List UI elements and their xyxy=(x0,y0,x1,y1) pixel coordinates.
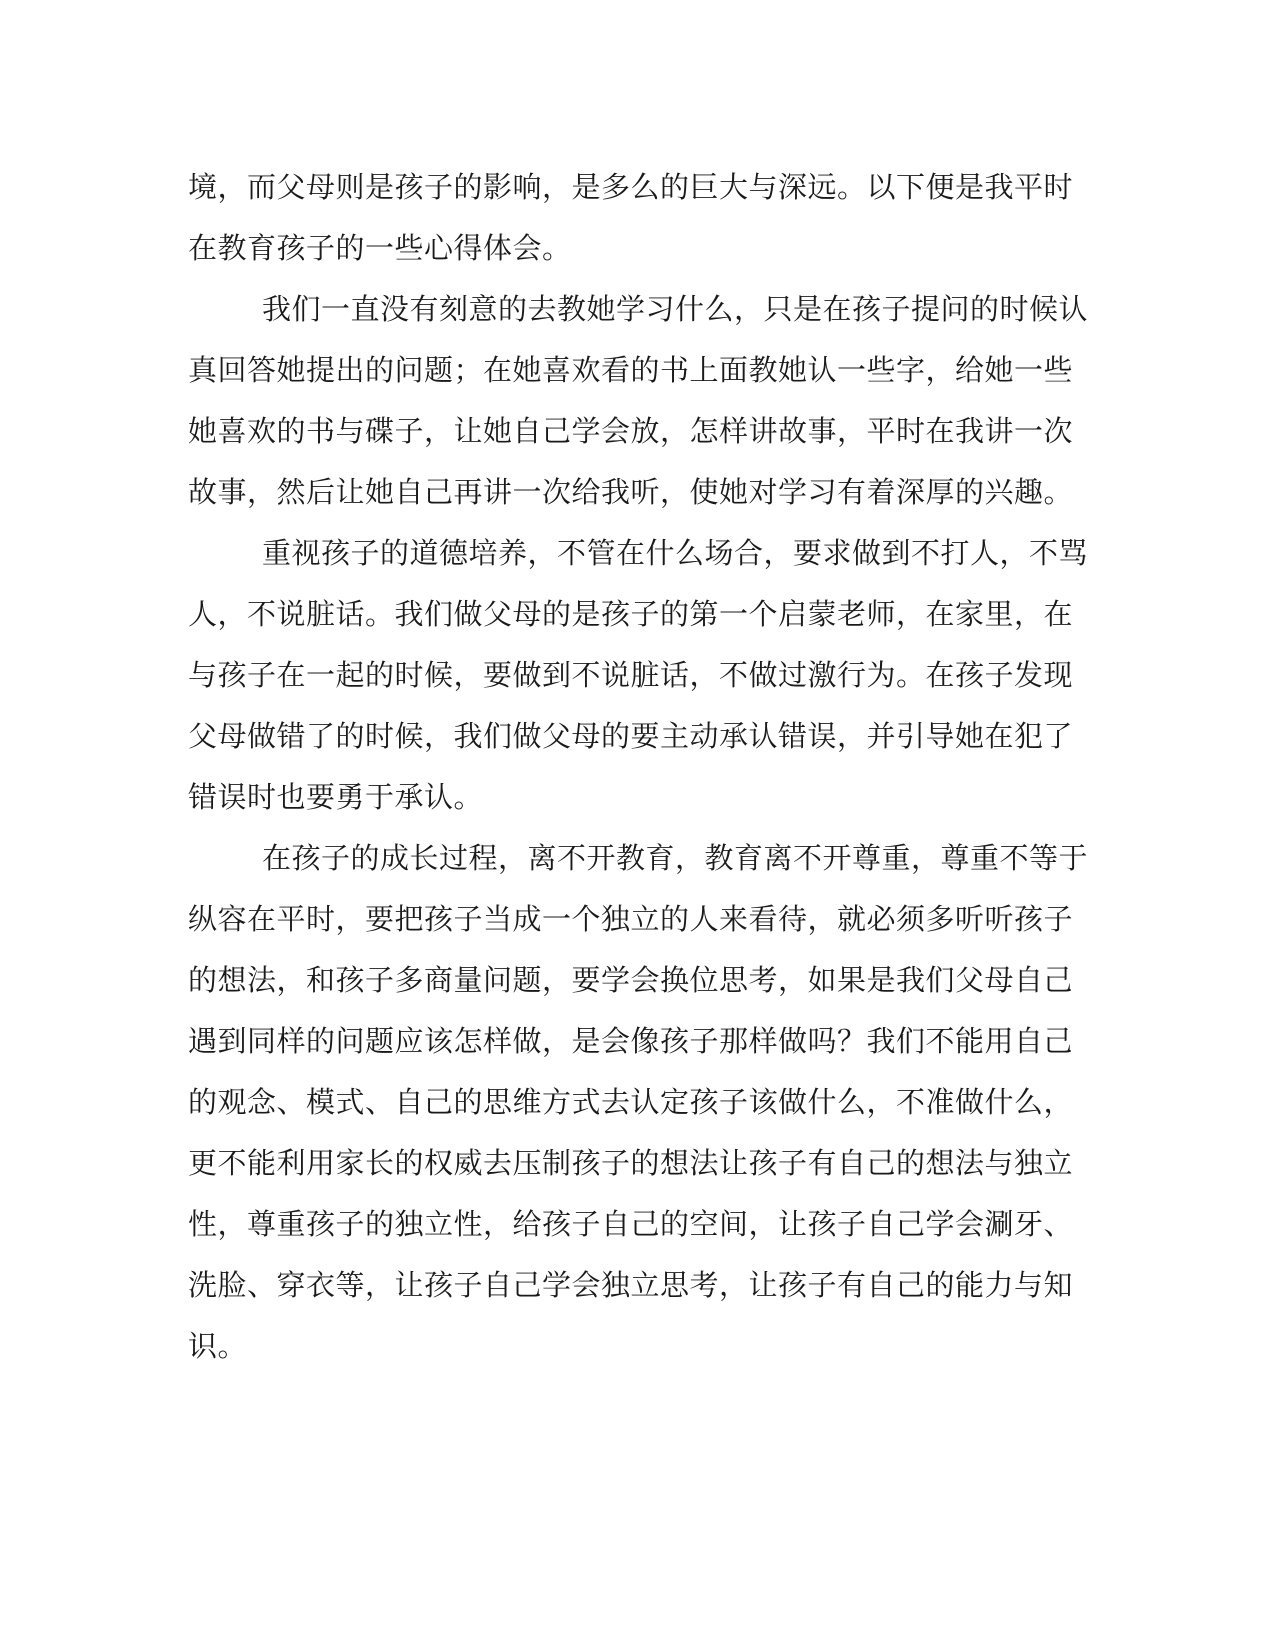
paragraph-first-line: 重视孩子的道德培养，不管在什么场合，要求做到不打人，不骂 xyxy=(262,536,1089,570)
text-line: 识。 xyxy=(188,1329,248,1363)
text-line: 更不能利用家长的权威去压制孩子的想法让孩子有自己的想法与独立 xyxy=(188,1146,1074,1180)
text-line: 在教育孩子的一些心得体会。 xyxy=(188,231,572,265)
text-line: 真回答她提出的问题；在她喜欢看的书上面教她认一些字，给她一些 xyxy=(188,353,1074,387)
text-line: 故事，然后让她自己再讲一次给我听，使她对学习有着深厚的兴趣。 xyxy=(188,475,1074,509)
text-line: 境，而父母则是孩子的影响，是多么的巨大与深远。以下便是我平时 xyxy=(188,170,1074,204)
text-line: 错误时也要勇于承认。 xyxy=(188,780,484,814)
text-line: 的观念、模式、自己的思维方式去认定孩子该做什么，不准做什么， xyxy=(188,1085,1074,1119)
text-line: 性，尊重孩子的独立性，给孩子自己的空间，让孩子自己学会涮牙、 xyxy=(188,1207,1074,1241)
text-line: 父母做错了的时候，我们做父母的要主动承认错误，并引导她在犯了 xyxy=(188,719,1074,753)
text-line: 的想法，和孩子多商量问题，要学会换位思考，如果是我们父母自己 xyxy=(188,963,1074,997)
text-line: 洗脸、穿衣等，让孩子自己学会独立思考，让孩子有自己的能力与知 xyxy=(188,1268,1074,1302)
paragraph-first-line: 在孩子的成长过程，离不开教育，教育离不开尊重，尊重不等于 xyxy=(262,841,1089,875)
paragraph-first-line: 我们一直没有刻意的去教她学习什么，只是在孩子提问的时候认 xyxy=(262,292,1089,326)
text-line: 她喜欢的书与碟子，让她自己学会放，怎样讲故事，平时在我讲一次 xyxy=(188,414,1074,448)
text-line: 与孩子在一起的时候，要做到不说脏话，不做过激行为。在孩子发现 xyxy=(188,658,1074,692)
text-line: 纵容在平时，要把孩子当成一个独立的人来看待，就必须多听听孩子 xyxy=(188,902,1074,936)
text-line: 人，不说脏话。我们做父母的是孩子的第一个启蒙老师，在家里，在 xyxy=(188,597,1074,631)
text-line: 遇到同样的问题应该怎样做，是会像孩子那样做吗？我们不能用自己 xyxy=(188,1024,1074,1058)
document-body xyxy=(188,157,1089,1377)
